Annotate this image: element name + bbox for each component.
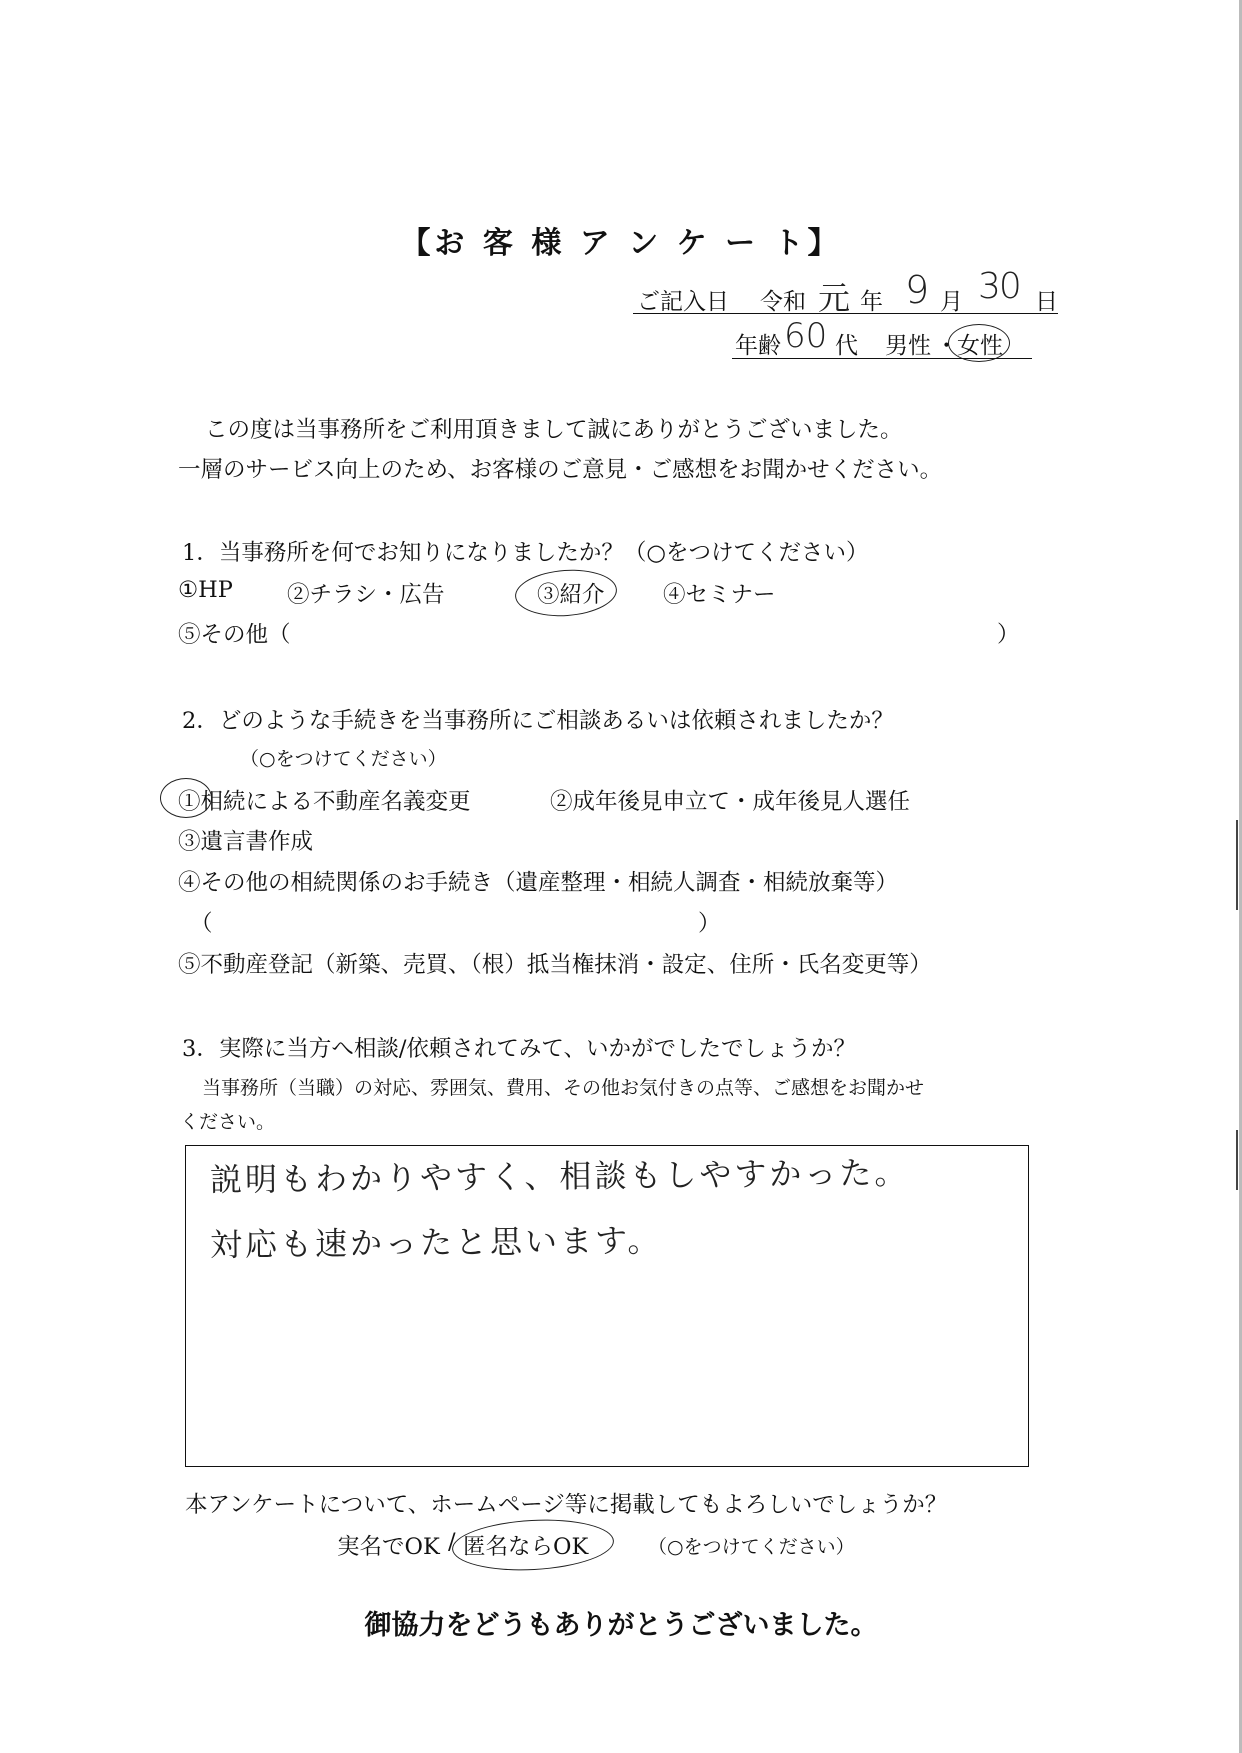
publish-separator: / [448,1529,456,1555]
q2-option-2: ②成年後見申立て・成年後見人選任 [550,789,911,815]
scan-mark [1236,820,1238,910]
month-value: 9 [905,268,930,312]
publish-instruction: （○をつけてください） [648,1536,855,1558]
month-unit: 月 [940,289,963,315]
day-value: 30 [978,266,1020,307]
day-unit: 日 [1035,289,1058,315]
year-value: 元 [818,279,851,317]
q1-option-referral: ③紹介 [537,582,605,608]
q2-option-4: ④その他の相続関係のお手続き（遺産整理・相続人調査・相続放棄等） [178,870,899,896]
q1-option-other: ⑤その他（ [178,622,291,648]
answer-line-2: 対応も速かったと思います。 [209,1221,663,1264]
q1-other-close: ） [997,622,1020,648]
age-label: 年齢 [735,333,781,359]
q2-option-1: ①相続による不動産名義変更 [178,789,471,815]
q3-sub-line-1: 当事務所（当職）の対応、雰囲気、費用、その他お気付きの点等、ご感想をお聞かせ [202,1077,925,1099]
q2-instruction: （○をつけてください） [240,748,447,770]
era-label: 令和 [760,289,806,315]
gender-male: 男性 [885,333,931,359]
gender-female: 女性 [957,333,1003,359]
age-value: 60 [784,316,828,356]
publish-option-anonymous: 匿名ならOK [463,1534,589,1560]
publish-option-real-name: 実名でOK [337,1534,440,1560]
scan-mark [1236,1130,1238,1190]
q1-question: 1．当事務所を何でお知りになりましたか？（○をつけてください） [182,540,869,566]
closing-message: 御協力をどうもありがとうございました。 [364,1610,878,1641]
q2-option-3: ③遺言書作成 [178,829,314,855]
q1-option-hp: ①HP [178,577,233,603]
publish-question: 本アンケートについて、ホームページ等に掲載してもよろしいでしょうか？ [185,1492,948,1518]
referral-circle-mark [514,566,619,619]
survey-title: 【お 客 様 ア ン ケ ー ト】 [400,226,842,261]
q3-question: 3．実際に当方へ相談/依頼されてみて、いかがでしたでしょうか？ [182,1036,856,1062]
q1-option-seminar: ④セミナー [663,582,776,608]
date-label: ご記入日 [637,289,729,315]
age-underline [732,358,1032,359]
q2-option-5: ⑤不動産登記（新築、売買、（根）抵当権抹消・設定、住所・氏名変更等） [178,952,932,978]
q2-option-4-close: ） [698,911,721,937]
q3-sub-line-2: ください。 [180,1111,276,1133]
q1-option-flyer: ②チラシ・広告 [287,582,445,608]
option1-circle-mark [160,778,212,818]
age-unit: 代 [835,333,858,359]
q2-question: 2．どのような手続きを当事務所にご相談あるいは依頼されましたか？ [182,708,894,734]
answer-line-1: 説明もわかりやすく、相談もしやすかった。 [209,1153,910,1199]
year-unit: 年 [860,289,883,315]
q2-option-4-open: （ [190,911,213,937]
date-underline [633,313,1058,314]
gender-separator: ・ [935,333,958,359]
female-circle-mark [948,324,1010,362]
intro-line-2: 一層のサービス向上のため、お客様のご意見・ご感想をお聞かせください。 [178,457,943,483]
intro-line-1: この度は当事務所をご利用頂きまして誠にありがとうございました。 [205,417,903,443]
anonymous-circle-mark [451,1516,615,1574]
